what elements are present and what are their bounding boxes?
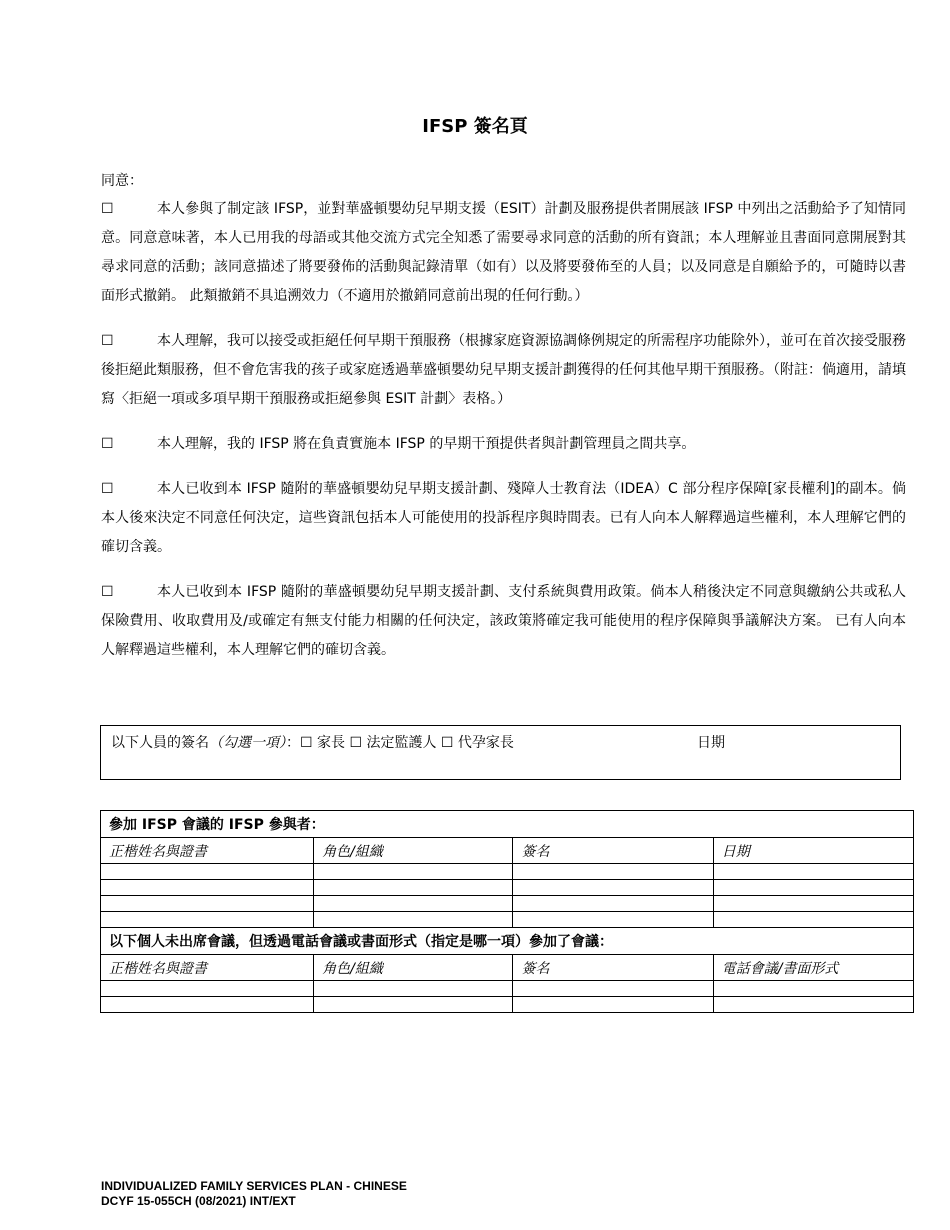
consent-text-2: 本人理解，我可以接受或拒絕任何早期干預服務（根據家庭資源協調條例規定的所需程序功能除外），並可在首次接受服務後拒絕此類服務，但不會危害我的孩子或家庭透過華盛頓嬰幼兒早期支援計劃獲得的任何其他早期干預服務。（附註：倘適用，請填寫〈拒絕一項或多項早期干預服務或拒絕參與 ESIT 計劃〉表格。） [101, 333, 906, 407]
table-row [101, 864, 914, 880]
table-cell[interactable] [101, 912, 314, 928]
column-header: 日期 [713, 838, 913, 864]
table-cell[interactable] [314, 912, 513, 928]
table-cell[interactable] [314, 981, 513, 997]
consent-item [101, 327, 906, 414]
consent-heading: 同意： [101, 173, 143, 189]
table-cell[interactable] [101, 880, 314, 896]
participants-table [100, 810, 914, 1013]
signer-signature-box[interactable] [100, 725, 901, 780]
consent-item [101, 578, 906, 665]
column-header: 角色/組織 [314, 838, 513, 864]
consent-checkbox-4[interactable]: ☐ [101, 481, 114, 497]
consent-text-5: 本人已收到本 IFSP 隨附的華盛頓嬰幼兒早期支援計劃、支付系統與費用政策。倘本人稍後決定不同意與繳納公共或私人保險費用、收取費用及/或確定有無支付能力相關的任何決定，該政策將確定我可能使用的程序保障與爭議解決方案。 已有人向本人解釋過這些權利，本人理解它們的確切含義。 [101, 584, 906, 658]
table-row [101, 912, 914, 928]
table-cell[interactable] [314, 896, 513, 912]
table-cell[interactable] [101, 864, 314, 880]
column-header: 簽名 [513, 955, 713, 981]
column-header: 正楷姓名與證書 [101, 955, 314, 981]
remote-heading: 以下個人未出席會議，但透過電話會議或書面形式（指定是哪一項）參加了會議： [101, 928, 914, 955]
table-cell[interactable] [101, 997, 314, 1013]
signer-label-prefix: 以下人員的簽名 [111, 735, 209, 751]
table-row [101, 997, 914, 1013]
table-cell[interactable] [513, 997, 713, 1013]
table-cell[interactable] [513, 864, 713, 880]
table-cell[interactable] [101, 981, 314, 997]
table-cell[interactable] [101, 896, 314, 912]
consent-item [101, 475, 906, 562]
table-cell[interactable] [713, 896, 913, 912]
consent-checkbox-1[interactable]: ☐ [101, 201, 114, 217]
consent-checkbox-3[interactable]: ☐ [101, 436, 114, 452]
table-cell[interactable] [713, 997, 913, 1013]
consent-item [101, 430, 906, 459]
signer-date-label: 日期 [697, 735, 725, 751]
table-cell[interactable] [314, 864, 513, 880]
table-cell[interactable] [513, 912, 713, 928]
table-cell[interactable] [713, 864, 913, 880]
table-row [101, 981, 914, 997]
table-cell[interactable] [314, 997, 513, 1013]
consent-item [101, 195, 906, 311]
table-cell[interactable] [513, 896, 713, 912]
consent-text-1: 本人參與了制定該 IFSP，並對華盛頓嬰幼兒早期支援（ESIT）計劃及服務提供者開展該 IFSP 中列出之活動給予了知情同意。同意意味著，本人已用我的母語或其他交流方式完全知悉了需要尋求同意的活動的所有資訊；本人理解並且書面同意開展對其尋求同意的活動；該同意描述了將要發佈的活動與記錄清單（如有）以及將要發佈至的人員；以及同意是自願給予的，可隨時以書面形式撤銷。 此類撤銷不具追溯效力（不適用於撤銷同意前出現的任何行動。） [101, 201, 906, 304]
consent-checkbox-2[interactable]: ☐ [101, 333, 114, 349]
consent-checkbox-5[interactable]: ☐ [101, 584, 114, 600]
column-header: 簽名 [513, 838, 713, 864]
attending-heading: 參加 IFSP 會議的 IFSP 參與者： [101, 811, 914, 838]
signer-role-options[interactable]: ：☐ 家長 ☐ 法定監護人 ☐ 代孕家長 [286, 735, 514, 751]
table-cell[interactable] [513, 880, 713, 896]
page-title: IFSP 簽名頁 [422, 116, 528, 137]
column-header: 正楷姓名與證書 [101, 838, 314, 864]
signer-label-hint: （勾選一項） [209, 735, 286, 751]
footer-form-title: INDIVIDUALIZED FAMILY SERVICES PLAN - CHINESE [101, 1179, 407, 1193]
table-cell[interactable] [713, 880, 913, 896]
table-cell[interactable] [713, 981, 913, 997]
table-cell[interactable] [513, 981, 713, 997]
document-footer [101, 1179, 407, 1209]
table-row [101, 896, 914, 912]
consent-text-3: 本人理解，我的 IFSP 將在負責實施本 IFSP 的早期干預提供者與計劃管理員之間共享。 [157, 436, 696, 452]
table-cell[interactable] [314, 880, 513, 896]
table-row [101, 880, 914, 896]
column-header: 角色/組織 [314, 955, 513, 981]
signer-label [111, 732, 514, 752]
column-header: 電話會議/書面形式 [713, 955, 913, 981]
footer-form-number: DCYF 15-055CH (08/2021) INT/EXT [101, 1194, 296, 1208]
consent-list [101, 195, 906, 681]
consent-text-4: 本人已收到本 IFSP 隨附的華盛頓嬰幼兒早期支援計劃、殘障人士教育法（IDEA）C 部分程序保障[家長權利]的副本。倘本人後來決定不同意任何決定，這些資訊包括本人可能使用的投訴程序與時間表。已有人向本人解釋過這些權利，本人理解它們的確切含義。 [101, 481, 906, 555]
table-cell[interactable] [713, 912, 913, 928]
